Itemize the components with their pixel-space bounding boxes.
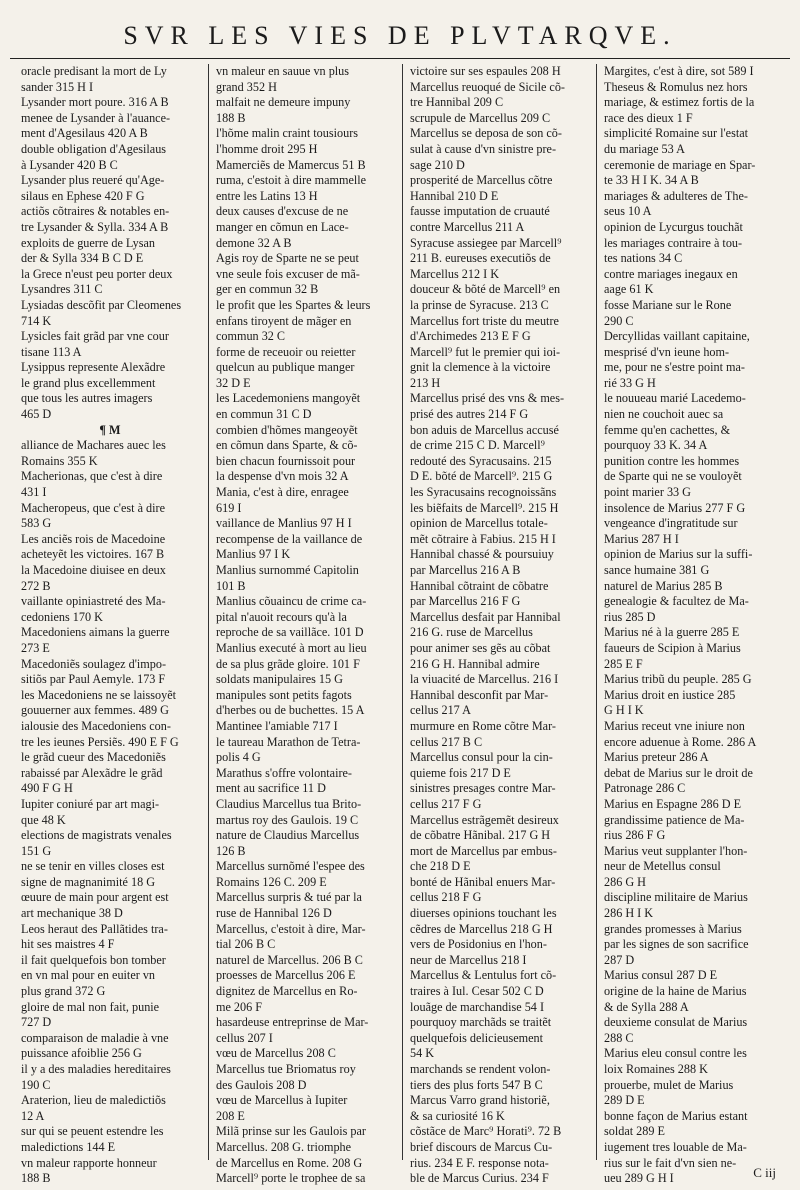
index-entry-line: rius 285 D	[604, 609, 656, 624]
index-entry-line: Hannibal desconfit par Mar-	[410, 687, 549, 702]
index-entry-line: d'Archimedes 213 E F G	[410, 329, 531, 344]
index-entry-line: simplicité Romaine sur l'estat	[604, 126, 749, 141]
index-entry-line: Marcellus & Lentulus fort cõ-	[410, 968, 557, 983]
index-entry-line: menee de Lysander à l'auance-	[21, 110, 171, 125]
index-entry-line: race des dieux 1 F	[604, 110, 693, 125]
index-entry-line: vne seule fois excuser de mã-	[216, 266, 360, 281]
index-entry-line: Araterion, lieu de maledictiõs	[21, 1093, 166, 1108]
index-entry-line: femme qu'en cachettes, &	[604, 422, 731, 437]
index-entry-line: loix Romaines 288 K	[604, 1062, 708, 1076]
index-entry-line: Manlius cõuaincu de crime ca-	[216, 594, 367, 609]
index-entry-line: la Grece n'eust peu porter deux	[21, 266, 173, 281]
index-entry-line: Macheropeus, que c'est à dire	[21, 500, 165, 515]
index-entry-line: Margites, c'est à dire, sot 589 I	[604, 64, 754, 78]
index-entry-line: pourquoy 33 K. 34 A	[604, 438, 708, 453]
index-entry-line: rius. 234 E F. response nota-	[410, 1155, 549, 1170]
index-entry-line: ger en commun 32 B	[216, 282, 319, 297]
index-entry-line: te 33 H I K. 34 A B	[604, 173, 699, 188]
index-entry-line: neur de Marcellus 218 I	[410, 952, 527, 967]
index-entry-line: discipline militaire de Marius	[604, 890, 748, 905]
index-entry-line: double obligation d'Agesilaus	[21, 141, 167, 156]
index-entry-line: cellus 218 F G	[410, 890, 482, 905]
index-entry-line: me, pour ne s'estre point ma-	[604, 360, 745, 375]
index-entry-line: traires à Iul. Cesar 502 C D	[410, 984, 544, 999]
index-entry-line: diuerses opinions touchant les	[410, 906, 557, 921]
index-entry-line: Lysicles fait grãd par vne cour	[21, 329, 169, 344]
index-entry-line: deuxieme consulat de Marius	[604, 1015, 748, 1030]
index-entry-line: que tous les autres imagers	[21, 391, 153, 406]
index-entry-line: debat de Marius sur le droit de	[604, 765, 753, 780]
index-entry-line: le profit que les Spartes & leurs	[216, 297, 371, 312]
index-entry-line: sur qui se peuent estendre les	[21, 1124, 164, 1139]
index-entry-line: punition contre les hommes	[604, 453, 740, 468]
index-entry-line: les biẽfaits de Marcell⁹. 215 H	[410, 500, 559, 515]
index-entry-line: 286 G H	[604, 874, 646, 889]
index-entry-line: par Marcellus 216 A B	[410, 563, 521, 577]
index-entry-line: 289 D E	[604, 1093, 645, 1108]
index-entry-line: mort de Marcellus par embus-	[410, 843, 557, 858]
index-entry-line: oracle predisant la mort de Ly	[21, 64, 167, 78]
index-entry-line: polis 4 G	[216, 750, 261, 765]
index-entry-line: sulat à cause d'vn sinistre pre-	[410, 141, 557, 156]
index-entry-line: fosse Mariane sur le Rone	[604, 297, 732, 312]
index-entry-line: louãge de marchandise 54 I	[410, 999, 545, 1014]
index-entry-line: ment d'Agesilaus 420 A B	[21, 126, 148, 141]
index-entry-line: acheteyẽt les victoires. 167 B	[21, 547, 165, 562]
index-entry-line: hit ses maistres 4 F	[21, 937, 115, 952]
index-entry-line: Milã prinse sur les Gaulois par	[216, 1124, 366, 1139]
header-rule	[10, 58, 790, 59]
index-column-3	[410, 64, 588, 1187]
index-entry-line: tial 206 B C	[216, 937, 276, 952]
index-entry-line: le taureau Marathon de Tetra-	[216, 734, 361, 749]
index-entry-line: hasardeuse entreprinse de Mar-	[216, 1015, 369, 1030]
index-entry-line: Marius veut supplanter l'hon-	[604, 843, 748, 858]
index-entry-line: opinion de Marcellus totale-	[410, 516, 548, 531]
index-entry-line: contre Marcellus 211 A	[410, 219, 525, 234]
index-entry-line: 290 C	[604, 313, 634, 328]
index-entry-line: grand 352 H	[216, 79, 277, 94]
index-entry-line: sance humaine 381 G	[604, 563, 710, 577]
index-entry-line: Lysippus represente Alexãdre	[21, 360, 166, 375]
index-entry-line: seus 10 A	[604, 204, 652, 219]
index-entry-line: sinistres presages contre Mar-	[410, 781, 556, 796]
index-entry-line: ceremonie de mariage en Spar-	[604, 157, 756, 172]
index-entry-line: origine de la haine de Marius	[604, 984, 747, 999]
index-entry-line: Marius consul 287 D E	[604, 968, 718, 983]
index-column-1	[21, 64, 199, 1187]
index-entry-line: rius sur le fait d'vn sien ne-	[604, 1155, 737, 1170]
index-entry-line: Marcellus se deposa de son cõ-	[410, 126, 562, 141]
index-entry-line: gloire de mal non fait, punie	[21, 999, 160, 1014]
index-entry-line: demone 32 A B	[216, 235, 292, 250]
index-entry-line: enfans tiroyent de mãger en	[216, 313, 352, 328]
index-entry-line: manipules sont petits fagots	[216, 687, 352, 702]
index-entry-line: contre mariages inegaux en	[604, 266, 738, 281]
index-entry-line: Marathus s'offre volontaire-	[216, 765, 352, 780]
index-entry-line: Manlius surnommé Capitolin	[216, 563, 359, 577]
index-entry-line: encore aduenue à Rome. 286 A	[604, 734, 757, 749]
index-entry-line: Hannibal chassé & poursuiuy	[410, 547, 554, 562]
index-entry-line: 490 F G H	[21, 781, 73, 796]
index-entry-line: 273 E	[21, 640, 50, 655]
index-entry-line: par Marcellus 216 F G	[410, 594, 521, 609]
index-entry-line: 287 D	[604, 952, 635, 967]
index-entry-line: les Lacedemoniens mangoyẽt	[216, 391, 361, 406]
index-entry-line: marchands se rendent volon-	[410, 1062, 551, 1076]
index-entry-line: 431 I	[21, 485, 47, 500]
index-entry-line: Hannibal 210 D E	[410, 188, 499, 203]
index-entry-line: quieme fois 217 D E	[410, 765, 511, 780]
index-entry-line: 208 E	[216, 1108, 245, 1123]
index-entry-line: insolence de Marius 277 F G	[604, 500, 746, 515]
index-entry-line: Marius né à la guerre 285 E	[604, 625, 740, 640]
index-entry-line: rié 33 G H	[604, 375, 656, 390]
index-entry-line: prisé des autres 214 F G	[410, 407, 529, 422]
index-entry-line: de cõbatre Hãnibal. 217 G H	[410, 828, 551, 843]
index-entry-line: 216 G. ruse de Marcellus	[410, 625, 533, 640]
index-entry-line: Leos heraut des Pallãtides tra-	[21, 921, 168, 936]
index-entry-line: gnit la clemence à la victoire	[410, 360, 551, 375]
index-entry-line: Marcellus surpris & tué par la	[216, 890, 362, 905]
index-entry-line: prosperité de Marcellus cõtre	[410, 173, 553, 188]
index-entry-line: Romains 355 K	[21, 453, 98, 468]
index-entry-line: bon aduis de Marcellus accusé	[410, 422, 559, 437]
index-entry-line: recompense de la vaillance de	[216, 531, 363, 546]
index-entry-line: forme de receuoir ou reietter	[216, 344, 356, 359]
index-entry-line: il y a des maladies hereditaires	[21, 1062, 171, 1076]
index-entry-line: Marcellus surnõmé l'espee des	[216, 859, 365, 874]
index-entry-line: l'hõme malin craint tousiours	[216, 126, 358, 141]
index-entry-line: martus roy des Gaulois. 19 C	[216, 812, 359, 827]
index-entry-line: cellus 207 I	[216, 1030, 273, 1045]
index-entry-line: Mania, c'est à dire, enragee	[216, 485, 349, 500]
index-entry-line: 211 B. eureuses executiõs de	[410, 251, 551, 266]
index-entry-line: Marius receut vne iniure non	[604, 718, 745, 733]
index-entry-line: Marcellus reuoqué de Sicile cõ-	[410, 79, 565, 94]
index-entry-line: mesprisé d'vn ieune hom-	[604, 344, 730, 359]
index-entry-line: en commun 31 C D	[216, 407, 312, 422]
index-entry-line: 12 A	[21, 1108, 45, 1123]
index-entry-line: Mantinee l'amiable 717 I	[216, 718, 338, 733]
index-entry-line: sitiõs par Paul Aemyle. 173 F	[21, 672, 166, 687]
index-entry-line: Marcellus prisé des vns & mes-	[410, 391, 565, 406]
index-entry-line: 619 I	[216, 500, 242, 515]
index-entry-line: comparaison de maladie à vne	[21, 1030, 169, 1045]
index-entry-line: grandissime patience de Ma-	[604, 812, 745, 827]
index-entry-line: aage 61 K	[604, 282, 654, 297]
index-entry-line: exploits de guerre de Lysan	[21, 235, 156, 250]
index-entry-line: 151 G	[21, 843, 52, 858]
index-entry-line: maledictions 144 E	[21, 1139, 116, 1154]
index-entry-line: la despense d'vn mois 32 A	[216, 469, 349, 484]
index-entry-line: Macedoniẽs soulagez d'impo-	[21, 656, 167, 671]
index-entry-line: le grand plus excellemment	[21, 375, 156, 390]
index-entry-line: nature de Claudius Marcellus	[216, 828, 360, 843]
column-divider	[208, 64, 209, 1160]
index-entry-line: G H I K	[604, 703, 644, 718]
index-entry-line: vn maleur en sauue vn plus	[216, 64, 350, 78]
index-entry-line: point marier 33 G	[604, 485, 691, 500]
index-entry-line: l'homme droit 295 H	[216, 141, 318, 156]
index-entry-line: entre les Latins 13 H	[216, 188, 318, 203]
index-entry-line: neur de Metellus consul	[604, 859, 721, 874]
index-entry-line: tre les ieunes Persiẽs. 490 E F G	[21, 734, 179, 749]
index-entry-line: tiers des plus forts 547 B C	[410, 1077, 543, 1092]
index-entry-line: vengeance d'ingratitude sur	[604, 516, 738, 531]
index-entry-line: en vn mal pour en euiter vn	[21, 968, 156, 983]
index-entry-line: Marcell⁹ fut le premier qui ioi-	[410, 344, 561, 359]
index-entry-line: vn maleur rapporte honneur	[21, 1155, 157, 1170]
index-entry-line: Marius en Espagne 286 D E	[604, 796, 742, 811]
index-entry-line: prouerbe, mulet de Marius	[604, 1077, 734, 1092]
index-entry-line: combien d'hõmes mangeoyẽt	[216, 422, 358, 437]
index-entry-line: faueurs de Scipion à Marius	[604, 640, 741, 655]
index-entry-line: Marcellus. 208 G. triomphe	[216, 1139, 352, 1154]
index-entry-line: pour animer ses gẽs au cõbat	[410, 640, 551, 655]
index-entry-line: Mamerciẽs de Mamercus 51 B	[216, 157, 366, 172]
index-entry-line: 188 B	[216, 110, 246, 125]
index-entry-line: Manlius executé à mort au lieu	[216, 640, 367, 655]
index-entry-line: D E. bõté de Marcell⁹. 215 G	[410, 469, 553, 484]
index-entry-line: le nouueau marié Lacedemo-	[604, 391, 746, 406]
index-entry-line: redouté des Syracusains. 215	[410, 453, 552, 468]
index-entry-line: 54 K	[410, 1046, 435, 1061]
index-entry-line: sander 315 H I	[21, 79, 94, 94]
index-entry-line: scrupule de Marcellus 209 C	[410, 110, 551, 125]
index-entry-line: deux causes d'excuse de ne	[216, 204, 349, 219]
index-entry-line: murmure en Rome cõtre Mar-	[410, 718, 556, 733]
index-entry-line: cedoniens 170 K	[21, 609, 103, 624]
index-entry-line: mariages & adulteres de The-	[604, 188, 748, 203]
index-entry-line: Marcellus desfait par Hannibal	[410, 609, 561, 624]
index-entry-line: vœu de Marcellus 208 C	[216, 1046, 336, 1061]
index-entry-line: 714 K	[21, 313, 52, 328]
index-entry-line: mẽt cõtraire à Fabius. 215 H I	[410, 531, 556, 546]
index-entry-line: Marius 287 H I	[604, 531, 679, 546]
index-entry-line: vaillante opiniastreté des Ma-	[21, 594, 166, 609]
index-entry-line: Lysiadas descõfit par Cleomenes	[21, 297, 182, 312]
index-entry-line: vœu de Marcellus à Iupiter	[216, 1093, 348, 1108]
index-entry-line: dignitez de Marcellus en Ro-	[216, 984, 358, 999]
index-entry-line: Hannibal cõtraint de cõbatre	[410, 578, 549, 593]
index-entry-line: 190 C	[21, 1077, 51, 1092]
index-entry-line: ruma, c'estoit à dire mammelle	[216, 173, 367, 188]
index-entry-line: Les anciẽs rois de Macedoine	[21, 531, 166, 546]
index-entry-line: fausse imputation de cruauté	[410, 204, 550, 219]
index-entry-line: Marcellus 212 I K	[410, 266, 500, 281]
index-entry-line: ueu 289 G H I	[604, 1171, 674, 1186]
index-entry-line: art mechanique 38 D	[21, 906, 123, 921]
index-entry-line: Marcell⁹ porte le trophee de sa	[216, 1171, 366, 1186]
index-entry-line: des Gaulois 208 D	[216, 1077, 307, 1092]
index-entry-line: les Syracusains recognoissãns	[410, 485, 557, 500]
index-entry-line: & sa curiosité 16 K	[410, 1108, 505, 1123]
index-entry-line: grandes promesses à Marius	[604, 921, 742, 936]
index-entry-line: Marcus Varro grand historiẽ,	[410, 1093, 550, 1108]
index-entry-line: la viuacité de Marcellus. 216 I	[410, 672, 559, 687]
index-entry-line: Lysander mort poure. 316 A B	[21, 95, 169, 110]
index-entry-line: brief discours de Marcus Cu-	[410, 1139, 553, 1154]
index-entry-line: naturel de Marius 285 B	[604, 578, 723, 593]
index-entry-line: 126 B	[216, 843, 246, 858]
index-entry-line: Iupiter coniuré par art magi-	[21, 796, 160, 811]
index-entry-line: rabaissé par Alexãdre le grãd	[21, 765, 163, 780]
index-entry-line: naturel de Marcellus. 206 B C	[216, 952, 363, 967]
index-entry-line: victoire sur ses espaules 208 H	[410, 64, 561, 78]
index-entry-line: 465 D	[21, 407, 52, 422]
index-entry-line: Lysandres 311 C	[21, 282, 103, 297]
index-entry-line: Marius preteur 286 A	[604, 750, 709, 765]
index-entry-line: ¶ M	[99, 422, 121, 437]
index-entry-line: du mariage 53 A	[604, 141, 685, 156]
index-entry-line: signe de magnanimité 18 G	[21, 874, 156, 889]
index-entry-line: la Macedoine diuisee en deux	[21, 563, 166, 577]
index-entry-line: Agis roy de Sparte ne se peut	[216, 251, 359, 266]
index-entry-line: reproche de sa vaillãce. 101 D	[216, 625, 364, 640]
index-entry-line: tes nations 34 C	[604, 251, 683, 266]
index-entry-line: tisane 113 A	[21, 344, 82, 359]
index-entry-line: plus grand 372 G	[21, 984, 106, 999]
index-entry-line: tre Lysander & Sylla. 334 A B	[21, 219, 169, 234]
index-entry-line: sage 210 D	[410, 157, 465, 172]
index-entry-line: quelcun au publique manger	[216, 360, 355, 375]
index-entry-line: Syracuse assiegee par Marcell⁹	[410, 235, 562, 250]
index-entry-line: 272 B	[21, 578, 51, 593]
index-entry-line: cõstãce de Marc⁹ Horati⁹. 72 B	[410, 1124, 562, 1139]
index-entry-line: silaus en Ephese 420 F G	[21, 188, 145, 203]
index-entry-line: ment au sacrifice 11 D	[216, 781, 326, 796]
index-entry-line: Manlius 97 I K	[216, 547, 291, 562]
index-entry-line: elections de magistrats venales	[21, 828, 172, 843]
index-entry-line: commun 32 C	[216, 329, 286, 344]
index-entry-line: bonté de Hãnibal enuers Mar-	[410, 874, 556, 889]
running-header: SVR LES VIES DE PLVTARQVE.	[123, 21, 677, 50]
index-entry-line: alliance de Machares auec les	[21, 438, 166, 453]
index-entry-line: 32 D E	[216, 375, 251, 390]
index-entry-line: Marius tribũ du peuple. 285 G	[604, 672, 752, 687]
index-entry-line: Lysander plus reueré qu'Age-	[21, 173, 165, 188]
index-entry-line: puissance afoiblie 256 G	[21, 1046, 142, 1061]
index-entry-line: me 206 F	[216, 999, 263, 1014]
index-entry-line: opinion de Marius sur la suffi-	[604, 547, 753, 562]
index-entry-line: 288 C	[604, 1030, 634, 1045]
index-entry-line: Dercyllidas vaillant capitaine,	[604, 329, 750, 344]
index-entry-line: en cõmun dans Sparte, & cõ-	[216, 438, 358, 453]
index-entry-line: Marcellus fort triste du meutre	[410, 313, 559, 328]
index-entry-line: iugement tres louable de Ma-	[604, 1139, 747, 1154]
index-entry-line: de Marcellus en Rome. 208 G	[216, 1155, 363, 1170]
index-entry-line: genealogie & facultez de Ma-	[604, 594, 749, 609]
index-entry-line: 583 G	[21, 516, 52, 531]
index-column-4	[604, 64, 782, 1187]
index-entry-line: œuure de main pour argent est	[21, 890, 169, 905]
index-entry-line: cellus 217 B C	[410, 734, 483, 749]
index-entry-line: rius 286 F G	[604, 828, 666, 843]
index-entry-line: nien ne couchoit auec sa	[604, 407, 724, 422]
index-entry-line: manger en cõmun en Lace-	[216, 219, 349, 234]
index-entry-line: pourquoy marchãds se traitẽt	[410, 1015, 552, 1030]
index-entry-line: malfait ne demeure impuny	[216, 95, 351, 110]
index-entry-line: Marcellus tue Briomatus roy	[216, 1062, 356, 1076]
index-entry-line: mariage, & estimez fortis de la	[604, 95, 755, 110]
index-entry-line: actiõs cõtraires & notables en-	[21, 204, 170, 219]
index-entry-line: de crime 215 C D. Marcell⁹	[410, 438, 545, 453]
index-entry-line: de sa plus grãde gloire. 101 F	[216, 656, 360, 671]
index-entry-line: 285 E F	[604, 656, 643, 671]
index-entry-line: Patronage 286 C	[604, 781, 686, 796]
index-entry-line: ne se tenir en villes closes est	[21, 859, 165, 874]
index-entry-line: & de Sylla 288 A	[604, 999, 689, 1014]
index-entry-line: ialousie des Macedoniens con-	[21, 718, 171, 733]
index-entry-line: Marcellus, c'estoit à dire, Mar-	[216, 921, 366, 936]
index-entry-line: proesses de Marcellus 206 E	[216, 968, 356, 983]
index-entry-line: la prinse de Syracuse. 213 C	[410, 297, 549, 312]
index-entry-line: Theseus & Romulus nez hors	[604, 79, 748, 94]
index-entry-line: Macedoniens aimans la guerre	[21, 625, 170, 640]
index-entry-line: Macherionas, que c'est à dire	[21, 469, 163, 484]
index-entry-line: les Macedoniens ne se laissoyẽt	[21, 687, 177, 702]
index-entry-line: 188 B	[21, 1171, 51, 1186]
index-entry-line: soldats manipulaires 15 G	[216, 672, 343, 687]
index-entry-line: der & Sylla 334 B C D E	[21, 251, 144, 266]
column-divider	[402, 64, 403, 1160]
index-entry-line: d'herbes ou de buchettes. 15 A	[216, 703, 365, 718]
index-entry-line: gouuerner aux femmes. 489 G	[21, 703, 169, 718]
index-entry-line: vers de Posidonius en l'hon-	[410, 937, 547, 952]
index-entry-line: 213 H	[410, 375, 441, 390]
index-column-2	[216, 64, 394, 1187]
column-divider	[596, 64, 597, 1160]
index-entry-line: bien chacun fournissoit pour	[216, 453, 356, 468]
index-entry-line: soldat 289 E	[604, 1124, 665, 1139]
index-entry-line: quelquefois delicieusement	[410, 1030, 544, 1045]
signature-mark: C iij	[753, 1165, 776, 1180]
index-entry-line: à Lysander 420 B C	[21, 157, 118, 172]
index-entry-line: Marcellus estrãgemẽt desireux	[410, 812, 559, 827]
index-entry-line: ble de Marcus Curius. 234 F	[410, 1171, 549, 1186]
index-entry-line: 101 B	[216, 578, 246, 593]
index-entry-line: cẽdres de Marcellus 218 G H	[410, 921, 553, 936]
index-entry-line: cellus 217 A	[410, 703, 471, 718]
index-entry-line: tre Hannibal 209 C	[410, 95, 504, 110]
index-entry-line: que 48 K	[21, 812, 66, 827]
index-entry-line: 727 D	[21, 1015, 52, 1030]
index-entry-line: 216 G H. Hannibal admire	[410, 656, 540, 671]
index-entry-line: le grãd cueur des Macedoniẽs	[21, 750, 166, 765]
index-entry-line: de Sparte qui ne se vouloyẽt	[604, 469, 742, 484]
index-entry-line: 286 H I K	[604, 906, 654, 921]
index-entry-line: Marcellus consul pour la cin-	[410, 750, 553, 765]
index-entry-line: opinion de Lycurgus touchãt	[604, 219, 743, 234]
index-entry-line: douceur & bõté de Marcell⁹ en	[410, 282, 561, 297]
index-entry-line: Marius droit en iustice 285	[604, 687, 736, 702]
index-entry-line: par les signes de son sacrifice	[604, 937, 749, 952]
index-entry-line: Claudius Marcellus tua Brito-	[216, 796, 362, 811]
index-entry-line: che 218 D E	[410, 859, 471, 874]
index-entry-line: Marius eleu consul contre les	[604, 1046, 747, 1061]
index-entry-line: bonne façon de Marius estant	[604, 1108, 748, 1123]
index-entry-line: ruse de Hannibal 126 D	[216, 906, 332, 921]
index-entry-line: cellus 217 F G	[410, 796, 482, 811]
index-entry-line: les mariages contraire à tou-	[604, 235, 743, 250]
index-entry-line: pital n'auoit recours qu'à la	[216, 609, 347, 624]
index-entry-line: il fait quelquefois bon tomber	[21, 952, 166, 967]
index-entry-line: vaillance de Manlius 97 H I	[216, 516, 352, 531]
index-entry-line: Romains 126 C. 209 E	[216, 874, 327, 889]
